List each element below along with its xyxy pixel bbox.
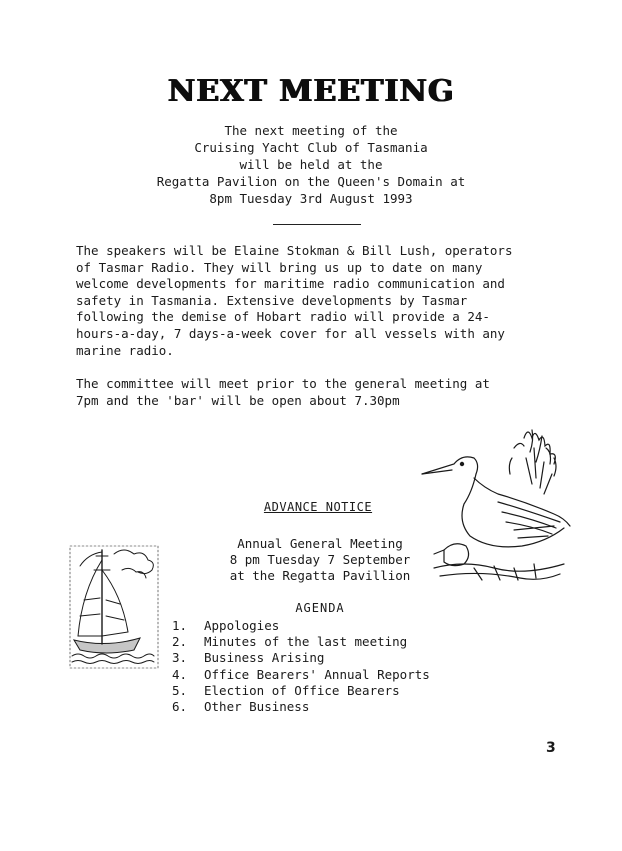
agenda-item-number: 5. bbox=[172, 682, 188, 698]
agenda-heading: AGENDA bbox=[295, 601, 345, 615]
agenda-item-number: 3. bbox=[172, 650, 188, 666]
agenda-list bbox=[172, 618, 492, 715]
agenda-item-number: 2. bbox=[172, 634, 188, 650]
agenda-item-text: Election of Office Bearers bbox=[204, 682, 400, 698]
agm-line: Annual General Meeting bbox=[237, 536, 403, 551]
text-line: following the demise of Hobart radio will provide a 24- bbox=[76, 309, 490, 325]
speakers-paragraph bbox=[76, 243, 596, 359]
text-line: hours-a-day, 7 days-a-week cover for all vessels with any bbox=[76, 325, 505, 341]
agenda-item-text: Minutes of the last meeting bbox=[204, 634, 408, 650]
intro-line: 8pm Tuesday 3rd August 1993 bbox=[209, 191, 413, 206]
agm-line: 8 pm Tuesday 7 September bbox=[229, 552, 411, 567]
text-line: 7pm and the 'bar' will be open about 7.30pm bbox=[76, 392, 400, 408]
advance-notice-heading: ADVANCE NOTICE bbox=[263, 500, 373, 514]
intro-line: Regatta Pavilion on the Queen's Domain at bbox=[156, 174, 466, 189]
intro-line: Cruising Yacht Club of Tasmania bbox=[194, 140, 428, 155]
divider-rule bbox=[273, 224, 361, 225]
agm-line: at the Regatta Pavillion bbox=[229, 568, 411, 583]
agenda-item bbox=[172, 699, 492, 715]
agenda-item bbox=[172, 618, 492, 634]
agenda-item-number: 6. bbox=[172, 699, 188, 715]
page-number: 3 bbox=[546, 740, 556, 756]
text-line: welcome developments for maritime radio communication and bbox=[76, 276, 505, 292]
intro-line: The next meeting of the bbox=[224, 123, 398, 138]
text-line: safety in Tasmania. Extensive developments by Tasmar bbox=[76, 292, 468, 308]
agenda-item bbox=[172, 683, 492, 699]
agm-details bbox=[200, 536, 440, 584]
agenda-item bbox=[172, 667, 492, 683]
agenda-item bbox=[172, 650, 492, 666]
agenda-item-text: Appologies bbox=[204, 618, 280, 633]
agenda-item-text: Office Bearers' Annual Reports bbox=[204, 666, 430, 682]
text-line: The committee will meet prior to the general meeting at bbox=[76, 376, 490, 391]
agenda-item bbox=[172, 634, 492, 650]
committee-paragraph bbox=[76, 376, 596, 409]
meeting-announcement bbox=[0, 122, 622, 207]
text-line: marine radio. bbox=[76, 342, 174, 358]
agenda-item-text: Business Arising bbox=[204, 650, 325, 666]
page-title: NEXT MEETING bbox=[167, 74, 455, 109]
text-line: The speakers will be Elaine Stokman & Bill Lush, operators bbox=[76, 243, 513, 258]
intro-line: will be held at the bbox=[239, 157, 383, 172]
agenda-item-number: 4. bbox=[172, 666, 188, 682]
agenda-item-number: 1. bbox=[172, 618, 188, 633]
text-line: of Tasmar Radio. They will bring us up to date on many bbox=[76, 259, 483, 275]
agenda-item-text: Other Business bbox=[204, 699, 310, 715]
